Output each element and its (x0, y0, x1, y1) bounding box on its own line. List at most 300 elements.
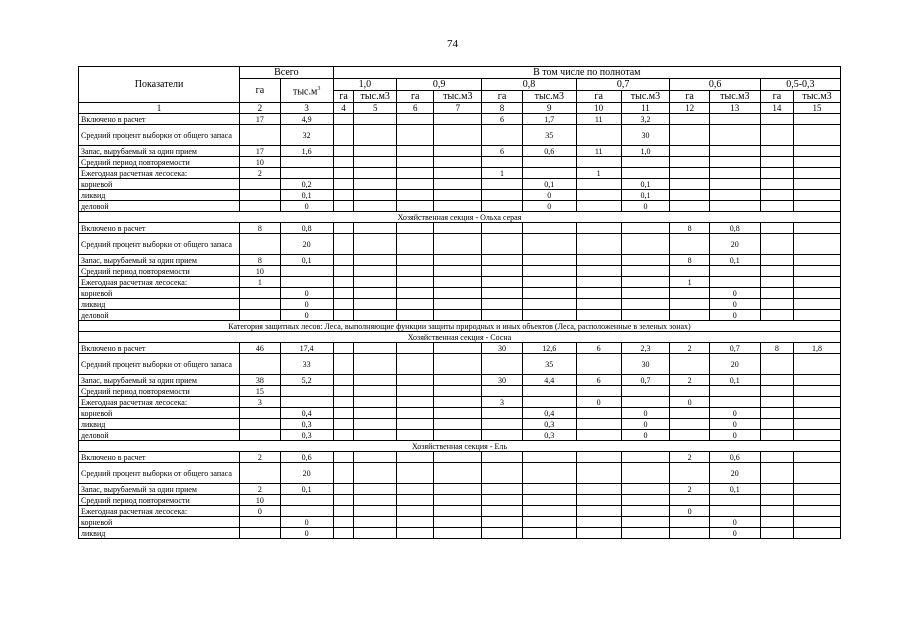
cell-value (794, 506, 841, 517)
cell-value (794, 288, 841, 299)
row-label: Средний период повторяемости (79, 157, 240, 168)
cell-value (354, 223, 397, 234)
cell-value: 8 (240, 223, 281, 234)
section-title: Хозяйственная секция - Сосна (79, 332, 841, 343)
cell-value (397, 255, 434, 266)
row-label: Средний процент выборки от общего запаса (79, 125, 240, 146)
cell-value (794, 419, 841, 430)
cell-value (434, 430, 482, 441)
cell-value: 46 (240, 343, 281, 354)
cell-value: 15 (240, 386, 281, 397)
cell-value (333, 506, 354, 517)
header-unit-volume: тыс.м3 (354, 91, 397, 103)
cell-value (354, 517, 397, 528)
cell-value (333, 343, 354, 354)
cell-value (434, 528, 482, 539)
cell-value: 1,8 (794, 343, 841, 354)
cell-value: 8 (670, 255, 709, 266)
cell-value (709, 114, 760, 125)
cell-value (354, 201, 397, 212)
table-row (79, 266, 841, 277)
table-row (79, 157, 841, 168)
cell-value: 2 (670, 484, 709, 495)
cell-value (333, 157, 354, 168)
cell-value (670, 157, 709, 168)
cell-value (434, 299, 482, 310)
cell-value (482, 419, 523, 430)
cell-value: 2,3 (621, 343, 670, 354)
cell-value (621, 234, 670, 255)
cell-value (709, 125, 760, 146)
cell-value (576, 354, 621, 375)
cell-value (522, 255, 576, 266)
cell-value (760, 299, 793, 310)
cell-value: 0 (709, 419, 760, 430)
table-row (79, 255, 841, 266)
cell-value (240, 125, 281, 146)
cell-value (794, 354, 841, 375)
cell-value (354, 157, 397, 168)
cell-value (397, 386, 434, 397)
cell-value: 0,1 (280, 255, 333, 266)
cell-value (482, 223, 523, 234)
cell-value (434, 419, 482, 430)
cell-value (760, 168, 793, 179)
cell-value (482, 386, 523, 397)
cell-value (760, 288, 793, 299)
cell-value: 0 (621, 408, 670, 419)
cell-value (709, 506, 760, 517)
header-density: 0,7 (576, 79, 670, 91)
cell-value (522, 495, 576, 506)
row-label: ликвид (79, 190, 240, 201)
cell-value (354, 114, 397, 125)
cell-value (482, 255, 523, 266)
cell-value (576, 157, 621, 168)
cell-value (354, 288, 397, 299)
cell-value (670, 114, 709, 125)
cell-value: 0 (709, 517, 760, 528)
table-row (79, 463, 841, 484)
table-row (79, 375, 841, 386)
cell-value (240, 463, 281, 484)
cell-value: 30 (621, 354, 670, 375)
cell-value (397, 190, 434, 201)
cell-value (794, 310, 841, 321)
cell-value (670, 495, 709, 506)
header-unit-volume: тыс.м3 (522, 91, 576, 103)
cell-value (397, 463, 434, 484)
column-number: 3 (280, 103, 333, 114)
cell-value (397, 266, 434, 277)
table-row (79, 114, 841, 125)
cell-value: 8 (240, 255, 281, 266)
cell-value (670, 125, 709, 146)
column-number: 12 (670, 103, 709, 114)
cell-value: 2 (240, 452, 281, 463)
cell-value (670, 266, 709, 277)
table-row (79, 234, 841, 255)
table-row (79, 408, 841, 419)
cell-value (522, 157, 576, 168)
table-row (79, 495, 841, 506)
header-unit-volume: тыс.м3 (434, 91, 482, 103)
row-label: Средний период повторяемости (79, 266, 240, 277)
cell-value (709, 168, 760, 179)
cell-value (670, 517, 709, 528)
header-density: 0,5-0,3 (760, 79, 840, 91)
cell-value (621, 517, 670, 528)
cell-value (482, 484, 523, 495)
cell-value: 20 (280, 463, 333, 484)
table-row (79, 397, 841, 408)
cell-value: 1 (670, 277, 709, 288)
cell-value: 2 (240, 168, 281, 179)
section-row (79, 212, 841, 223)
cell-value (397, 299, 434, 310)
cell-value: 0,6 (709, 452, 760, 463)
cell-value (522, 452, 576, 463)
table-row (79, 288, 841, 299)
cell-value (434, 277, 482, 288)
table-row (79, 386, 841, 397)
cell-value (354, 266, 397, 277)
cell-value (576, 179, 621, 190)
cell-value (280, 397, 333, 408)
cell-value: 35 (522, 125, 576, 146)
cell-value (794, 266, 841, 277)
cell-value: 3 (240, 397, 281, 408)
cell-value (576, 484, 621, 495)
cell-value (482, 463, 523, 484)
cell-value (760, 495, 793, 506)
cell-value (576, 288, 621, 299)
cell-value (333, 234, 354, 255)
cell-value (434, 266, 482, 277)
table-row (79, 146, 841, 157)
cell-value (794, 375, 841, 386)
cell-value (333, 386, 354, 397)
cell-value (621, 288, 670, 299)
cell-value (333, 255, 354, 266)
cell-value (354, 343, 397, 354)
cell-value (397, 517, 434, 528)
cell-value (397, 288, 434, 299)
cell-value (670, 288, 709, 299)
cell-value (397, 343, 434, 354)
section-title: Хозяйственная секция - Ольха серая (79, 212, 841, 223)
cell-value: 30 (482, 375, 523, 386)
cell-value (794, 179, 841, 190)
cell-value (794, 125, 841, 146)
cell-value: 0,8 (280, 223, 333, 234)
cell-value (794, 463, 841, 484)
cell-value (621, 266, 670, 277)
cell-value (434, 408, 482, 419)
cell-value (354, 495, 397, 506)
cell-value (333, 495, 354, 506)
cell-value (333, 528, 354, 539)
allowable-cut-table (78, 66, 841, 539)
cell-value: 0 (709, 299, 760, 310)
cell-value (354, 299, 397, 310)
cell-value (760, 375, 793, 386)
cell-value (397, 168, 434, 179)
cell-value (354, 354, 397, 375)
cell-value: 1,7 (522, 114, 576, 125)
row-label: Запас, вырубаемый за один прием (79, 375, 240, 386)
cell-value (670, 168, 709, 179)
header-unit-ha: га (576, 91, 621, 103)
cell-value (280, 157, 333, 168)
cell-value (760, 190, 793, 201)
header-unit-volume: тыс.м3 (709, 91, 760, 103)
cell-value (280, 168, 333, 179)
cell-value: 4,9 (280, 114, 333, 125)
header-total: Всего (240, 67, 334, 79)
cell-value (397, 419, 434, 430)
column-number: 10 (576, 103, 621, 114)
cell-value (482, 430, 523, 441)
cell-value (522, 299, 576, 310)
cell-value (760, 430, 793, 441)
cell-value (333, 201, 354, 212)
cell-value: 0 (280, 288, 333, 299)
cell-value: 0,4 (522, 408, 576, 419)
cell-value: 6 (482, 146, 523, 157)
cell-value (397, 125, 434, 146)
header-unit-volume: тыс.м3 (794, 91, 841, 103)
cell-value (576, 517, 621, 528)
cell-value: 17 (240, 114, 281, 125)
cell-value (482, 125, 523, 146)
cell-value (794, 430, 841, 441)
cell-value (670, 190, 709, 201)
cell-value (760, 223, 793, 234)
cell-value (434, 146, 482, 157)
cell-value (354, 277, 397, 288)
cell-value: 0 (576, 397, 621, 408)
cell-value (576, 463, 621, 484)
cell-value (709, 179, 760, 190)
cell-value (576, 234, 621, 255)
cell-value (794, 157, 841, 168)
cell-value: 0 (621, 201, 670, 212)
cell-value (621, 168, 670, 179)
cell-value (670, 234, 709, 255)
cell-value (240, 408, 281, 419)
cell-value: 6 (576, 343, 621, 354)
table-row (79, 168, 841, 179)
cell-value (397, 310, 434, 321)
header-total-volume: $тыс.м^3$ (280, 79, 333, 103)
cell-value: 0 (670, 506, 709, 517)
cell-value: 8 (670, 223, 709, 234)
cell-value (434, 386, 482, 397)
cell-value (240, 179, 281, 190)
cell-value (760, 463, 793, 484)
table-row (79, 343, 841, 354)
cell-value (670, 408, 709, 419)
cell-value (482, 277, 523, 288)
cell-value (482, 452, 523, 463)
cell-value: 1 (576, 168, 621, 179)
table-row (79, 125, 841, 146)
cell-value (434, 397, 482, 408)
cell-value (333, 125, 354, 146)
row-label: Ежегодная расчетная лесосека: (79, 506, 240, 517)
cell-value: 38 (240, 375, 281, 386)
cell-value (670, 179, 709, 190)
cell-value (576, 223, 621, 234)
row-label: деловой (79, 201, 240, 212)
row-label: Включено в расчет (79, 223, 240, 234)
table-row (79, 190, 841, 201)
cell-value (760, 386, 793, 397)
cell-value (760, 354, 793, 375)
cell-value (333, 310, 354, 321)
column-number: 13 (709, 103, 760, 114)
cell-value (333, 452, 354, 463)
cell-value: 0 (709, 430, 760, 441)
cell-value: 0,3 (280, 419, 333, 430)
cell-value (576, 528, 621, 539)
cell-value (397, 179, 434, 190)
cell-value (397, 506, 434, 517)
cell-value (522, 266, 576, 277)
row-label: деловой (79, 430, 240, 441)
cell-value: 0,8 (709, 223, 760, 234)
cell-value (794, 484, 841, 495)
cell-value (760, 419, 793, 430)
cell-value (760, 452, 793, 463)
cell-value (482, 190, 523, 201)
cell-value (794, 234, 841, 255)
header-density: 0,8 (482, 79, 577, 91)
cell-value (482, 288, 523, 299)
cell-value (354, 528, 397, 539)
cell-value (760, 397, 793, 408)
cell-value (434, 484, 482, 495)
cell-value: 0 (240, 506, 281, 517)
row-label: Запас, вырубаемый за один прием (79, 146, 240, 157)
cell-value (434, 517, 482, 528)
cell-value (760, 266, 793, 277)
cell-value (670, 430, 709, 441)
column-number: 11 (621, 103, 670, 114)
cell-value (621, 255, 670, 266)
cell-value: 1,6 (280, 146, 333, 157)
cell-value (576, 190, 621, 201)
cell-value: 2 (670, 452, 709, 463)
cell-value (354, 419, 397, 430)
cell-value (794, 255, 841, 266)
cell-value: 0 (709, 288, 760, 299)
cell-value: 0 (280, 299, 333, 310)
cell-value (434, 495, 482, 506)
cell-value (709, 386, 760, 397)
cell-value (522, 484, 576, 495)
cell-value (621, 452, 670, 463)
cell-value: 20 (280, 234, 333, 255)
cell-value (354, 408, 397, 419)
cell-value (522, 506, 576, 517)
cell-value (522, 386, 576, 397)
cell-value (333, 277, 354, 288)
cell-value (621, 495, 670, 506)
row-label: Средний процент выборки от общего запаса (79, 463, 240, 484)
cell-value (482, 517, 523, 528)
cell-value (576, 255, 621, 266)
section-title: Хозяйственная секция - Ель (79, 441, 841, 452)
cell-value: 2 (670, 375, 709, 386)
cell-value: 0,1 (280, 484, 333, 495)
cell-value: 0 (709, 310, 760, 321)
cell-value (522, 277, 576, 288)
cell-value (434, 114, 482, 125)
cell-value (482, 408, 523, 419)
cell-value (354, 463, 397, 484)
cell-value: 35 (522, 354, 576, 375)
cell-value (482, 234, 523, 255)
row-label: Средний процент выборки от общего запаса (79, 234, 240, 255)
cell-value (354, 397, 397, 408)
cell-value (333, 463, 354, 484)
cell-value (397, 397, 434, 408)
cell-value (709, 266, 760, 277)
cell-value (621, 157, 670, 168)
cell-value: 10 (240, 495, 281, 506)
row-label: ликвид (79, 528, 240, 539)
cell-value: 5,2 (280, 375, 333, 386)
column-number: 9 (522, 103, 576, 114)
cell-value (760, 255, 793, 266)
cell-value (354, 255, 397, 266)
cell-value (760, 125, 793, 146)
cell-value (482, 354, 523, 375)
cell-value: 11 (576, 114, 621, 125)
cell-value: 2 (240, 484, 281, 495)
cell-value (333, 397, 354, 408)
cell-value (354, 125, 397, 146)
cell-value (760, 277, 793, 288)
cell-value (794, 201, 841, 212)
header-density: 0,9 (397, 79, 482, 91)
cell-value: 10 (240, 266, 281, 277)
cell-value (522, 288, 576, 299)
cell-value (482, 179, 523, 190)
cell-value (482, 157, 523, 168)
cell-value (709, 201, 760, 212)
cell-value (333, 517, 354, 528)
row-label: Ежегодная расчетная лесосека: (79, 397, 240, 408)
table-row (79, 299, 841, 310)
row-label: корневой (79, 517, 240, 528)
cell-value (576, 277, 621, 288)
table-row (79, 223, 841, 234)
cell-value (621, 528, 670, 539)
cell-value (333, 484, 354, 495)
cell-value (434, 452, 482, 463)
cell-value: 0,1 (280, 190, 333, 201)
cell-value (434, 179, 482, 190)
cell-value (576, 430, 621, 441)
cell-value (794, 528, 841, 539)
cell-value: 0 (621, 430, 670, 441)
cell-value: 17,4 (280, 343, 333, 354)
cell-value (794, 517, 841, 528)
cell-value (397, 495, 434, 506)
